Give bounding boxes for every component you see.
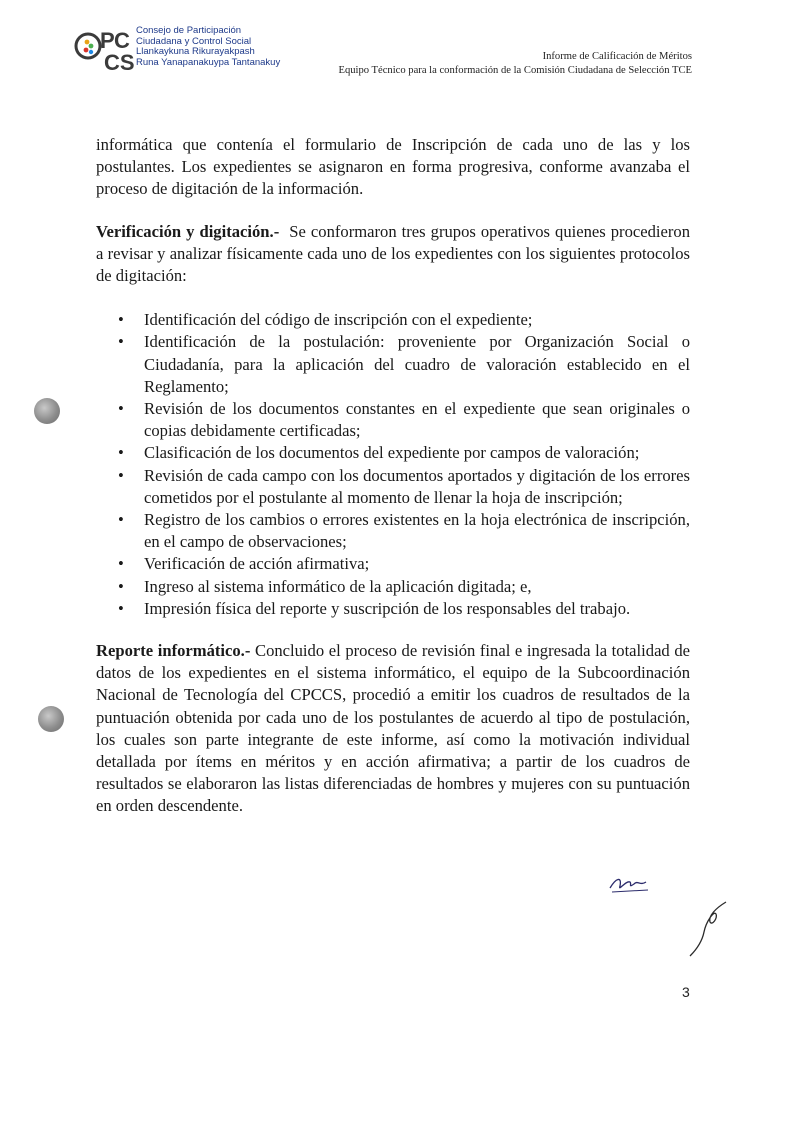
cpccs-logo [74, 22, 304, 74]
verification-text: Se conformaron tres grupos operativos quienes procedieron a revisar y analizar físicamente cada uno de los expedientes con los siguientes protocolos de digitación: [96, 221, 690, 286]
org-line: Llankaykuna Rikurayakpash [136, 46, 255, 58]
list-item: • Identificación del código de inscripción con el expediente; [144, 309, 690, 331]
handwritten-signature [686, 898, 738, 960]
org-name-block [136, 26, 280, 68]
report-title: Informe de Calificación de Méritos [542, 51, 692, 62]
intro-paragraph: informática que contenía el formulario de Inscripción de cada uno de las y los postulantes. Los expedientes se asignaron en forma progresiva, conforme avanzaba el proceso de digitación de la información. [96, 135, 690, 199]
list-item: • Impresión física del reporte y suscripción de los responsables del trabajo. [144, 598, 690, 620]
document-body [96, 134, 690, 818]
handwritten-initials [606, 870, 652, 896]
report-text: Concluido el proceso de revisión final e ingresada la totalidad de datos de los expedientes en el sistema informático, el equipo de la Subcoordinación Nacional de Tecnología del CPCCS, procedió a emitir los cuadros de resultados de la puntuación obtenida por cada uno de los postulantes de acuerdo al tipo de postulación, los cuales son parte integrante de este informe, así como la motivación individual detallada por ítems en méritos y en acción afirmativa; a partir de los cuadros de resultados se elaboraron las listas diferenciadas de hombres y mujeres con su puntuación en orden descendente. [96, 641, 690, 816]
list-item: • Registro de los cambios o errores existentes en la hoja electrónica de inscripción, en el campo de observaciones; [144, 509, 690, 553]
svg-text:C: C [114, 28, 130, 53]
org-line: Runa Yanapanakuypa Tantanakuy [136, 56, 281, 68]
list-item: • Revisión de cada campo con los documentos aportados y digitación de los errores cometidos por el postulante al momento de llenar la hoja de inscripción; [144, 465, 690, 509]
list-item: • Verificación de acción afirmativa; [144, 553, 690, 575]
list-item: • Ingreso al sistema informático de la aplicación digitada; e, [144, 576, 690, 598]
cpccs-logo-icon [74, 22, 136, 74]
org-line: Ciudadana y Control Social [136, 35, 252, 47]
report-heading: Reporte informático.- [96, 641, 251, 661]
list-item: • Clasificación de los documentos del expediente por campos de valoración; [144, 442, 690, 464]
punch-hole [34, 398, 60, 424]
svg-text:CS: CS [104, 50, 135, 74]
report-paragraph [96, 640, 690, 818]
verification-paragraph [96, 221, 690, 288]
verification-heading: Verificación y digitación.- [96, 221, 280, 241]
list-item: • Revisión de los documentos constantes en el expediente que sean originales o copias debidamente certificadas; [144, 398, 690, 442]
list-item: • Identificación de la postulación: proveniente por Organización Social o Ciudadanía, para la aplicación del cuadro de valoración establecido en el Reglamento; [144, 331, 690, 398]
org-line: Consejo de Participación [136, 25, 242, 36]
team-name: Equipo Técnico para la conformación de la Comisión Ciudadana de Selección TCE [338, 65, 692, 76]
page-number: 3 [682, 984, 690, 1000]
svg-text:P: P [100, 28, 115, 53]
punch-hole [38, 706, 64, 732]
page-header [338, 50, 692, 78]
protocol-list [96, 309, 690, 620]
